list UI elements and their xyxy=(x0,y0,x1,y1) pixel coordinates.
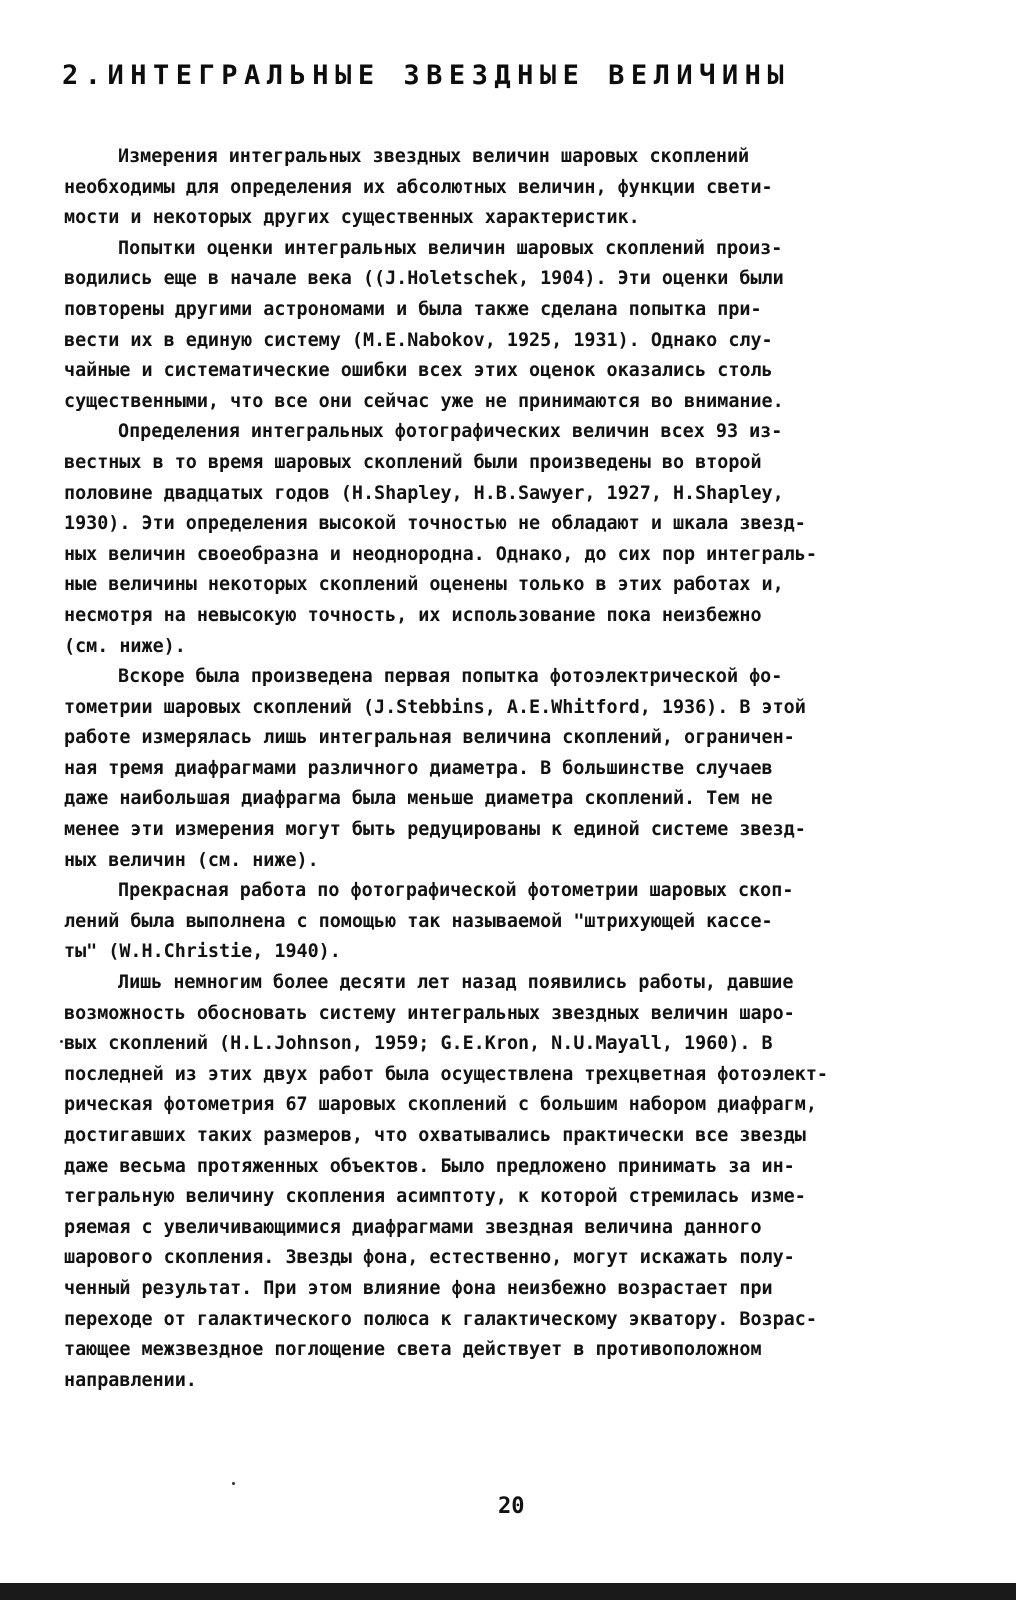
text-line: чайные и систематические ошибки всех этих оценок оказались столь xyxy=(64,360,773,382)
text-line: работе измерялась лишь интегральная величина скоплений, ограничен- xyxy=(64,727,795,749)
section-heading: 2.ИНТЕГРАЛЬНЫЕ ЗВЕЗДНЫЕ ВЕЛИЧИНЫ xyxy=(62,60,791,91)
text-line: направлении. xyxy=(64,1369,197,1391)
text-line: тающее межзвездное поглощение света действует в противоположном xyxy=(64,1339,762,1361)
text-line: Прекрасная работа по фотографической фотометрии шаровых скоп- xyxy=(118,880,794,902)
text-line: рическая фотометрия 67 шаровых скоплений с большим набором диафрагм, xyxy=(64,1094,817,1116)
text-line: водились еще в начале века ((J.Holetschek, 1904). Эти оценки были xyxy=(64,268,784,290)
text-line: Вскоре была произведена первая попытка фотоэлектрической фо- xyxy=(118,666,783,688)
text-line: половине двадцатых годов (H.Shapley, H.B.Sawyer, 1927, H.Shapley, xyxy=(64,482,784,504)
page-number: 20 xyxy=(498,1494,525,1519)
text-line: Попытки оценки интегральных величин шаровых скоплений произ- xyxy=(118,237,783,259)
text-line: несмотря на невысокую точность, их использование пока неизбежно xyxy=(64,604,762,626)
text-line: 1930). Эти определения высокой точностью не обладают и шкала звезд- xyxy=(64,513,806,535)
text-line: Измерения интегральных звездных величин шаровых скоплений xyxy=(118,146,750,167)
text-line: переходе от галактического полюса к галактическому экватору. Возрас- xyxy=(64,1308,817,1330)
text-line: Лишь немногим более десяти лет назад появились работы, давшие xyxy=(118,972,794,994)
text-line: достигавших таких размеров, что охватывались практически все звезды xyxy=(64,1125,806,1146)
text-line: тометрии шаровых скоплений (J.Stebbins, A.E.Whitford, 1936). В этой xyxy=(64,696,806,718)
body-text xyxy=(64,142,964,1396)
text-line: ная тремя диафрагмами различного диаметра. В большинстве случаев xyxy=(64,757,773,779)
text-line: вых скоплений (H.L.Johnson, 1959; G.E.Kron, N.U.Mayall, 1960). В xyxy=(64,1033,773,1055)
text-line: ные величины некоторых скоплений оценены только в этих работах и, xyxy=(64,574,784,596)
text-line: последней из этих двух работ была осуществлена трехцветная фотоэлект- xyxy=(64,1063,828,1085)
text-line: ряемая с увеличивающимися диафрагмами звездная величина данного xyxy=(64,1216,762,1238)
text-line: (см. ниже). xyxy=(64,635,186,657)
text-line: ных величин (см. ниже). xyxy=(64,849,319,871)
text-line: Определения интегральных фотографических величин всех 93 из- xyxy=(118,421,783,443)
text-line: шарового скопления. Звезды фона, естественно, могут искажать полу- xyxy=(64,1247,795,1269)
text-line: менее эти измерения могут быть редуцированы к единой системе звезд- xyxy=(64,819,806,841)
text-line: необходимы для определения их абсолютных величин, функции свети- xyxy=(64,176,773,198)
text-line: лений была выполнена с помощью так называемой "штрихующей кассе- xyxy=(64,910,773,932)
text-line: повторены другими астрономами и была также сделана попытка при- xyxy=(64,298,762,320)
text-line: возможность обосновать систему интегральных звездных величин шаро- xyxy=(64,1002,795,1024)
text-line: вести их в единую систему (M.E.Nabokov, 1925, 1931). Однако слу- xyxy=(64,329,773,351)
scan-speck xyxy=(60,1040,63,1043)
text-line: вестных в то время шаровых скоплений были произведены во второй xyxy=(64,451,762,473)
text-line: существенными, что все они сейчас уже не принимаются во внимание. xyxy=(64,390,784,412)
text-line: мости и некоторых других существенных характеристик. xyxy=(64,207,640,229)
text-line: тегральную величину скопления асимптоту, к которой стремилась изме- xyxy=(64,1186,806,1208)
text-line: ты" (W.H.Christie, 1940). xyxy=(64,941,341,963)
text-line: ных величин своеобразна и неоднородна. Однако, до сих пор интеграль- xyxy=(64,543,817,565)
text-line: даже весьма протяженных объектов. Было предложено принимать за ин- xyxy=(64,1155,795,1177)
text-line: даже наибольшая диафрагма была меньше диаметра скоплений. Тем не xyxy=(64,788,773,810)
scan-edge-bar xyxy=(0,1583,1016,1600)
scan-speck xyxy=(232,1482,235,1485)
text-line: ченный результат. При этом влияние фона неизбежно возрастает при xyxy=(64,1277,773,1299)
